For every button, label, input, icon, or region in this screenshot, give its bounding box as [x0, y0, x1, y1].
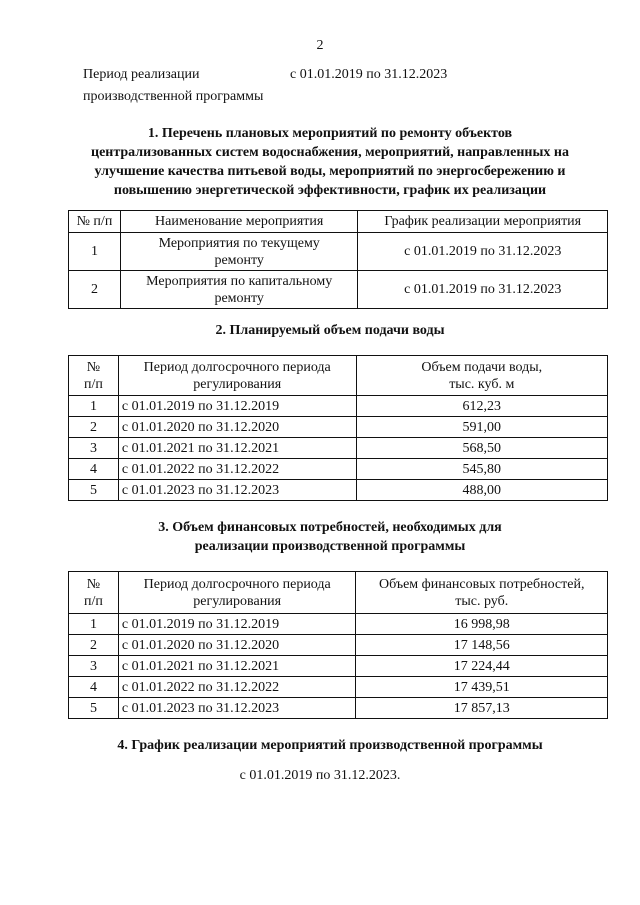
header-value-line1: Объем финансовых потребностей, — [378, 576, 585, 592]
table-row — [69, 233, 608, 271]
row-num: 5 — [69, 698, 119, 719]
period-label-line1: Период реализации — [83, 67, 200, 82]
header-period — [118, 356, 356, 396]
table-row — [69, 480, 608, 501]
table-header-row — [69, 572, 608, 614]
row-value: 545,80 — [356, 459, 607, 480]
section1-title-line: улучшение качества питьевой воды, мероприятий по энергосбережению и — [94, 164, 566, 179]
row-activity-name — [120, 233, 358, 271]
section3-title-line1: 3. Объем финансовых потребностей, необходимых для — [158, 520, 502, 535]
row-value: 612,23 — [356, 396, 607, 417]
row-activity-name — [120, 271, 358, 309]
financial-needs-table — [68, 571, 608, 719]
header-period-line2: регулирования — [193, 376, 282, 392]
section4-period: с 01.01.2019 по 31.12.2023. — [239, 768, 401, 783]
row-period: с 01.01.2023 по 31.12.2023 — [118, 480, 356, 501]
header-num — [69, 356, 119, 396]
header-period-line1: Период долгосрочного периода — [143, 576, 331, 592]
header-activity-name: Наименование мероприятия — [120, 211, 358, 233]
table-row — [69, 459, 608, 480]
section4-title: 4. График реализации мероприятий производственной программы — [117, 738, 543, 753]
table-row — [69, 635, 608, 656]
header-period-line1: Период долгосрочного периода — [143, 359, 331, 375]
activities-table — [68, 210, 608, 309]
section1-title-line: централизованных систем водоснабжения, мероприятий, направленных на — [91, 145, 569, 160]
table-row — [69, 698, 608, 719]
row-num: 1 — [69, 614, 119, 635]
page-number: 2 — [316, 38, 324, 53]
header-num: № п/п — [69, 211, 121, 233]
section1-title-line: повышению энергетической эффективности, график их реализации — [113, 183, 547, 198]
row-value: 17 439,51 — [356, 677, 608, 698]
table-header-row — [69, 356, 608, 396]
period-label — [83, 64, 263, 108]
table-row — [69, 677, 608, 698]
activity-name-line2: ремонту — [214, 290, 264, 306]
water-supply-table — [68, 355, 608, 501]
header-value-line1: Объем подачи воды, — [421, 359, 543, 375]
row-num: 4 — [69, 677, 119, 698]
row-num: 3 — [69, 656, 119, 677]
section3-title — [60, 518, 600, 556]
row-value: 488,00 — [356, 480, 607, 501]
row-period: с 01.01.2021 по 31.12.2021 — [118, 438, 356, 459]
section1-title-line: 1. Перечень плановых мероприятий по ремонту объектов — [147, 126, 513, 141]
table-row — [69, 614, 608, 635]
row-schedule: с 01.01.2019 по 31.12.2023 — [358, 233, 608, 271]
row-value: 591,00 — [356, 417, 607, 438]
section3-title-line2: реализации производственной программы — [194, 539, 466, 554]
row-value: 568,50 — [356, 438, 607, 459]
row-period: с 01.01.2022 по 31.12.2022 — [118, 677, 356, 698]
row-value: 17 857,13 — [356, 698, 608, 719]
row-value: 17 224,44 — [356, 656, 608, 677]
header-period-line2: регулирования — [193, 593, 282, 609]
period-value: с 01.01.2019 по 31.12.2023 — [290, 67, 448, 82]
row-num: 2 — [69, 271, 121, 309]
header-num-line2: п/п — [84, 376, 103, 392]
row-num: 2 — [69, 635, 119, 656]
header-value-line2: тыс. куб. м — [449, 376, 515, 392]
header-num-line1: № — [86, 576, 101, 592]
header-financial-needs — [356, 572, 608, 614]
row-schedule: с 01.01.2019 по 31.12.2023 — [358, 271, 608, 309]
header-period — [118, 572, 356, 614]
row-value: 17 148,56 — [356, 635, 608, 656]
row-period: с 01.01.2019 по 31.12.2019 — [118, 396, 356, 417]
row-period: с 01.01.2019 по 31.12.2019 — [118, 614, 356, 635]
table-row — [69, 396, 608, 417]
activity-name-line1: Мероприятия по текущему — [158, 235, 320, 251]
row-num: 5 — [69, 480, 119, 501]
table-header-row — [69, 211, 608, 233]
row-period: с 01.01.2023 по 31.12.2023 — [118, 698, 356, 719]
period-label-line2: производственной программы — [83, 89, 264, 104]
row-period: с 01.01.2020 по 31.12.2020 — [118, 417, 356, 438]
row-period: с 01.01.2022 по 31.12.2022 — [118, 459, 356, 480]
row-num: 1 — [69, 396, 119, 417]
row-period: с 01.01.2020 по 31.12.2020 — [118, 635, 356, 656]
header-schedule: График реализации мероприятия — [358, 211, 608, 233]
activity-name-line2: ремонту — [214, 252, 264, 268]
section2-title: 2. Планируемый объем подачи воды — [215, 323, 445, 338]
row-num: 3 — [69, 438, 119, 459]
table-row — [69, 417, 608, 438]
row-value: 16 998,98 — [356, 614, 608, 635]
row-num: 2 — [69, 417, 119, 438]
header-num — [69, 572, 119, 614]
header-num-line1: № — [86, 359, 101, 375]
row-num: 1 — [69, 233, 121, 271]
table-row — [69, 271, 608, 309]
table-row — [69, 438, 608, 459]
activity-name-line1: Мероприятия по капитальному — [146, 273, 333, 289]
row-num: 4 — [69, 459, 119, 480]
row-period: с 01.01.2021 по 31.12.2021 — [118, 656, 356, 677]
header-water-volume — [356, 356, 607, 396]
section1-title — [60, 124, 600, 200]
header-num-line2: п/п — [84, 593, 103, 609]
table-row — [69, 656, 608, 677]
header-value-line2: тыс. руб. — [455, 593, 509, 609]
